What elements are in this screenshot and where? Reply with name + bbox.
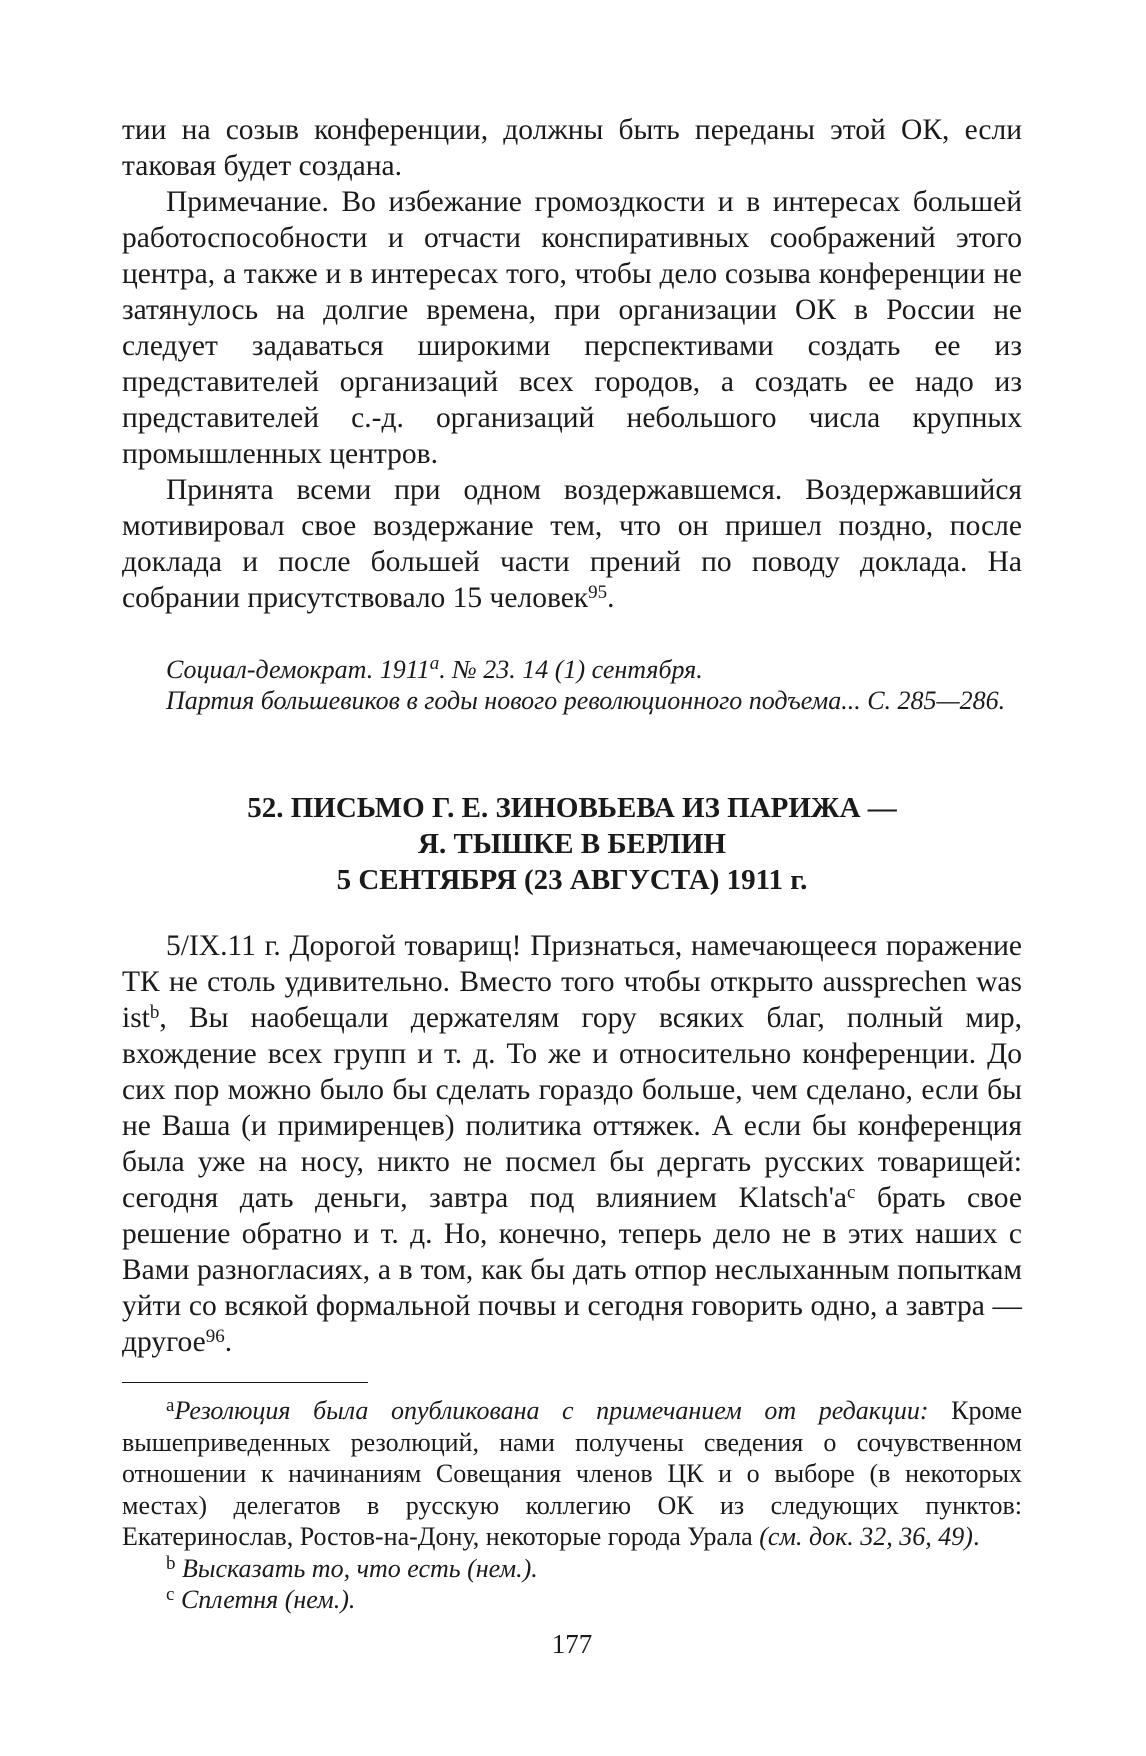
paragraph-continued: тии на созыв конференции, должны быть переданы этой ОК, если таковая будет создана. <box>122 114 1022 182</box>
footnote-ref-b: b <box>149 1002 160 1023</box>
book-page <box>122 112 1022 1732</box>
heading-line-3: 5 СЕНТЯБРЯ (23 АВГУСТА) 1911 г. <box>336 864 808 896</box>
endnote-ref-96: 96 <box>205 1326 225 1347</box>
source-line-1: Социал-демократ. $1911^а$. № 23. 14 (1) сентября. <box>166 653 703 684</box>
source-citation <box>122 654 1022 716</box>
footnote-a: $^а$Резолюция была опубликована с примечанием от редакции: Кроме вышеприведенных резолюций, нами получены сведения о сочувственном отношении к начинаниям Совещания членов ЦК и о выборе (в некоторых местах) делегатов в русскую коллегию ОК из следующих пунктов: Екатеринослав, Ростов-на-Дону, некоторые города Урала (см. док. 32, 36, 49). <box>122 1395 1023 1551</box>
letter-text: 5/IX.11 г. Дорогой товарищ! Признаться, намечающееся поражение ТК не столь удивительно. Вместо того чтобы открыто aussprechen was ist$^b$, Вы наобещали держателям гору всяких благ, полный мир, вхождение всех групп и т. д. То же и относительно конференции. До сих пор можно было бы сделать гораздо больше, чем сделано, если бы не Ваша (и примиренцев) политика оттяжек. А если бы конференция была уже на носу, никто не посмел бы дергать русских товарищей: сегодня дать деньги, завтра под влиянием $Klatsch'а^c$ брать свое решение обратно и т. д. Но, конечно, теперь дело не в этих наших с Вами разногласиях, а в том, как бы дать отпор неслыханным попыткам уйти со всякой формальной почвы и сегодня говорить одно, а завтра — другое$^{96}$. <box>122 930 1022 1358</box>
source-line-2: Партия большевиков в годы нового революционного подъема... С. 285—286. <box>166 686 1006 715</box>
page-number: 177 <box>551 1629 593 1659</box>
footnote-c: $^c$ Сплетня (нем.). <box>166 1584 356 1614</box>
footnote-divider <box>122 1382 368 1383</box>
footnotes <box>122 1395 1022 1616</box>
footnote-b: $^b$ Высказать то, что есть (нем.). <box>166 1552 538 1583</box>
footnote-ref-c: c <box>846 1182 856 1203</box>
document-heading <box>122 790 1022 898</box>
paragraph-adopted: Принята всеми при одном воздержавшемся. Воздержавшийся мотивировал свое воздержание тем, что он пришел поздно, после доклада и после большей части прений по поводу доклада. На собрании присутствовало 15 человек$^{95}$. <box>122 474 1022 614</box>
source-footnote-mark: а <box>429 653 440 674</box>
heading-line-1: 52. ПИСЬМО Г. Е. ЗИНОВЬЕВА ИЗ ПАРИЖА — <box>247 792 897 824</box>
paragraph-note: Примечание. Во избежание громоздкости и в интересах большей работоспособности и отчасти конспиративных соображений этого центра, а также и в интересах того, чтобы дело созыва конференции не затянулось на долгие времена, при организации ОК в России не следует задаваться широкими перспективами создать ее из представителей организаций всех городов, а создать ее надо из представителей с.-д. организаций небольшого числа крупных промышленных центров. <box>122 186 1022 470</box>
endnote-ref-95: 95 <box>588 582 608 603</box>
heading-line-2: Я. ТЫШКЕ В БЕРЛИН <box>418 828 726 860</box>
